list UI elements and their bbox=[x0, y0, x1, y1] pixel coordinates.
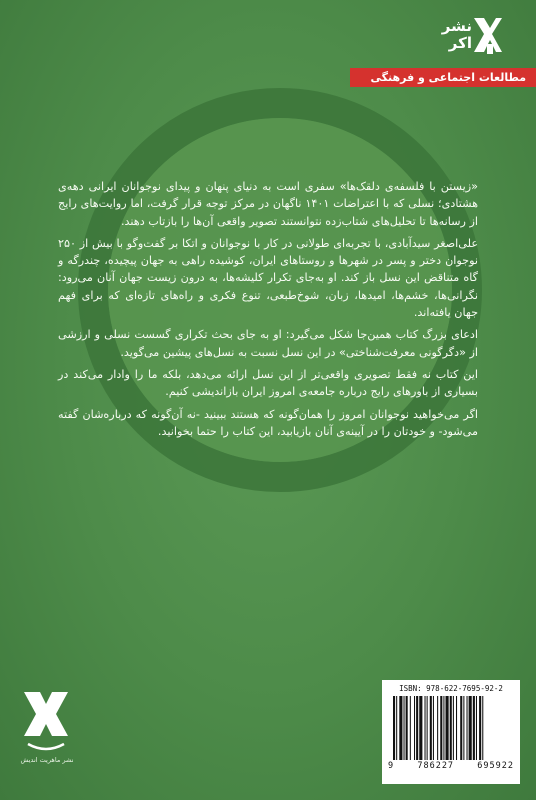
barcode-digit-lead: 9 bbox=[388, 761, 395, 771]
publisher-glyph-icon bbox=[470, 14, 504, 56]
barcode-digits bbox=[388, 761, 514, 771]
publisher-mark-caption: نشر ماهریت اندیش bbox=[20, 756, 74, 764]
back-cover-blurb bbox=[58, 178, 478, 445]
publisher-name-line2: اکر bbox=[448, 34, 472, 52]
blurb-paragraph-1: «زیستن با فلسفه‌ی دلقک‌ها» سفری است به دنیای پنهان و پیدای نوجوانان ایرانی دهه‌ی هشتادی؛ نسلی که با اعتراضات ۱۴۰۱ ناگهان در مرکز توجه قرار گرفت، اما روایت‌های رایج از رسانه‌ها تا تحلیل‌های شتاب‌زده نتوانستند تصویر واقعی آن‌ها را بازتاب دهند. bbox=[58, 180, 479, 228]
publisher-name bbox=[436, 18, 472, 52]
barcode-bars bbox=[389, 696, 513, 760]
isbn-label: ISBN: 978-622-7695-92-2 bbox=[399, 684, 503, 693]
blurb-paragraph-3: ادعای بزرگ کتاب همین‌جا شکل می‌گیرد: او به جای بحث تکراری گسست نسلی و ارزشی از «دگرگونی معرفت‌شناختی» در این نسل نسبت به نسل‌های پیشین می‌گوید. bbox=[58, 328, 478, 359]
publisher-name-line1: نشر bbox=[441, 17, 472, 35]
blurb-paragraph-2: علی‌اصغر سیدآبادی، با تجربه‌ای طولانی در کار با نوجوانان و اتکا بر گفت‌وگو با بیش از ۲۵۰ نوجوان دختر و پسر در شهرها و روستاهای ایران، کوشیده راهی به جهان پیچیده، چندرگه و گاه متناقض این نسل باز کند. او به‌جای تکرار کلیشه‌ها، به درون زیست جهان آنان می‌رود: نگرانی‌ها، خشم‌ها، امیدها، زبان، شوخ‌طبعی، تنوع فکری و راه‌های تازه‌ای که برای فهم جهان یافته‌اند. bbox=[58, 236, 478, 320]
blurb-paragraph-5: اگر می‌خواهید نوجوانان امروز را همان‌گونه که هستند ببینید -نه آن‌گونه که درباره‌شان گفته می‌شود- و خودتان را در آیینه‌ی آنان بازیابید، این کتاب را حتما بخوانید. bbox=[58, 407, 478, 438]
isbn-barcode bbox=[382, 680, 520, 784]
publisher-mark-icon bbox=[18, 688, 74, 752]
series-label: مطالعات اجتماعی و فرهنگی bbox=[350, 68, 536, 87]
publisher-logo bbox=[436, 14, 506, 56]
barcode-digits-right: 695922 bbox=[477, 761, 514, 771]
blurb-paragraph-4: این کتاب نه فقط تصویری واقعی‌تر از این نسل ارائه می‌دهد، بلکه ما را وادار می‌کند در بسیاری از باورهای رایج درباره جامعه‌ی امروز ایران بازاندیشی کنیم. bbox=[58, 367, 478, 399]
barcode-digits-left: 786227 bbox=[417, 761, 455, 771]
